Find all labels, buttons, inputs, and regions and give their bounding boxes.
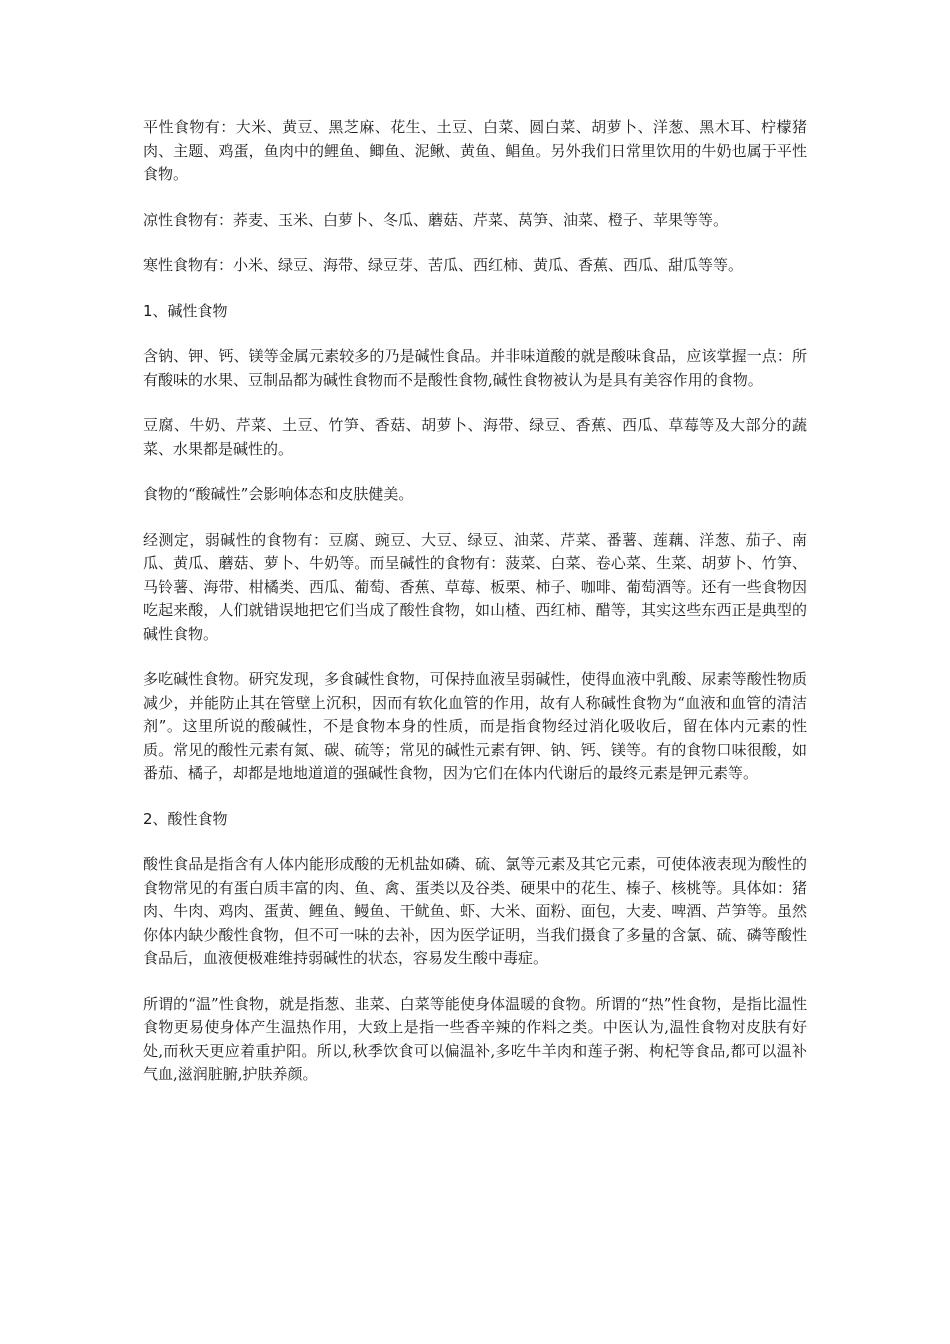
heading-acidic-foods: 2、酸性食物 [143, 809, 228, 828]
paragraph-cold-foods: 寒性食物有：小米、绿豆、海带、绿豆芽、苦瓜、西红柿、黄瓜、香蕉、西瓜、甜瓜等等。 [143, 256, 744, 274]
paragraph-alkaline-examples: 豆腐、牛奶、芹菜、土豆、竹笋、香菇、胡萝卜、海带、绿豆、香蕉、西瓜、草莓等及大部分的蔬菜、水果都是碱性的。 [143, 416, 807, 458]
paragraph-acid-base-effect: 食物的“酸碱性”会影响体态和皮肤健美。 [143, 485, 414, 503]
paragraph-neutral-foods: 平性食物有：大米、黄豆、黑芝麻、花生、土豆、白菜、圆白菜、胡萝卜、洋葱、黑木耳、柠檬猪肉、主题、鸡蛋，鱼肉中的鲤鱼、鲫鱼、泥鳅、黄鱼、鲳鱼。另外我们日常里饮用的牛奶也属于平性食物。 [143, 118, 807, 183]
paragraph-alkaline-definition: 含钠、钾、钙、镁等金属元素较多的乃是碱性食品。并非味道酸的就是酸味食品，应该掌握一点：所有酸味的水果、豆制品都为碱性食物而不是酸性食物,碱性食物被认为是具有美容作用的食物。 [143, 347, 807, 389]
document-page [143, 116, 807, 1109]
paragraph-eat-alkaline: 多吃碱性食物。研究发现，多食碱性食物，可保持血液呈弱碱性，使得血液中乳酸、尿素等酸性物质减少，并能防止其在管壁上沉积，因而有软化血管的作用，故有人称碱性食物为“血液和血管的清洁剂”。这里所说的酸碱性，不是食物本身的性质，而是指食物经过消化吸收后，留在体内元素的性质。常见的酸性元素有氮、碳、硫等；常见的碱性元素有钾、钠、钙、镁等。有的食物口味很酸，如番茄、橘子，却都是地地道道的强碱性食物，因为它们在体内代谢后的最终元素是钾元素等。 [143, 670, 807, 782]
paragraph-cool-foods: 凉性食物有：荞麦、玉米、白萝卜、冬瓜、蘑菇、芹菜、莴笋、油菜、橙子、苹果等等。 [143, 210, 729, 229]
heading-alkaline-foods: 1、碱性食物 [143, 301, 228, 320]
paragraph-weak-alkaline-list: 经测定，弱碱性的食物有：豆腐、豌豆、大豆、绿豆、油菜、芹菜、番薯、莲藕、洋葱、茄子、南瓜、黄瓜、蘑菇、萝卜、牛奶等。而呈碱性的食物有：菠菜、白菜、卷心菜、生菜、胡萝卜、竹笋、马铃薯、海带、柑橘类、西瓜、葡萄、香蕉、草莓、板栗、柿子、咖啡、葡萄酒等。还有一些食物因吃起来酸，人们就错误地把它们当成了酸性食物，如山楂、西红柿、醋等，其实这些东西正是典型的碱性食物。 [143, 530, 807, 643]
paragraph-warm-hot-foods: 所谓的“温”性食物，就是指葱、韭菜、白菜等能使身体温暖的食物。所谓的“热”性食物，是指比温性食物更易使身体产生温热作用，大致上是指一些香辛辣的作料之类。中医认为,温性食物对皮肤有好处,而秋天更应着重护阳。所以,秋季饮食可以偏温补,多吃牛羊肉和莲子粥、枸杞等食品,都可以温补气血,滋润脏腑,护肤养颜。 [143, 994, 807, 1083]
paragraph-acidic-definition: 酸性食品是指含有人体内能形成酸的无机盐如磷、硫、氯等元素及其它元素，可使体液表现为酸性的食物常见的有蛋白质丰富的肉、鱼、禽、蛋类以及谷类、硬果中的花生、榛子、核桃等。具体如：猪肉、牛肉、鸡肉、蛋黄、鲤鱼、鳗鱼、干鱿鱼、虾、大米、面粉、面包，大麦、啤酒、芦笋等。虽然你体内缺少酸性食物，但不可一味的去补，因为医学证明，当我们摄食了多量的含氯、硫、磷等酸性食品后，血液便极难维持弱碱性的状态，容易发生酸中毒症。 [143, 855, 807, 967]
